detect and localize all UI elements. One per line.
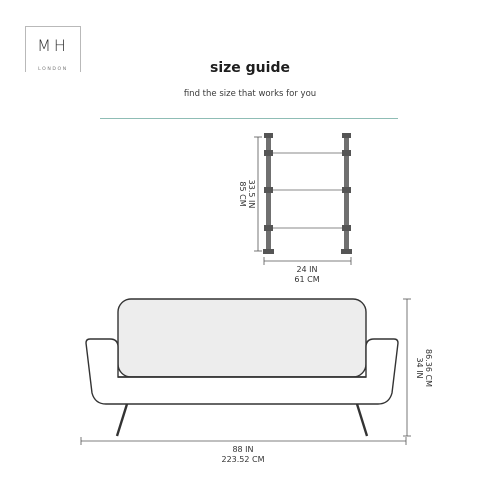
frame-width-dimension	[264, 257, 351, 284]
page-subtitle: find the size that works for you	[183, 89, 317, 99]
sofa-height-cm: 86.36 CM	[424, 349, 433, 387]
frame-joint	[264, 225, 273, 231]
frame-right-foot	[341, 249, 352, 254]
frame-joint	[342, 150, 351, 156]
frame-left-cap-top	[264, 133, 273, 138]
frame-joint	[342, 225, 351, 231]
sofa-width-in: 88 IN	[232, 445, 254, 454]
sofa-height-in: 34 IN	[415, 357, 424, 379]
sofa-illustration	[86, 299, 398, 436]
frame-height-in: 33.5 IN	[247, 179, 256, 209]
logo-monogram: MH	[37, 36, 69, 55]
frame-joint	[342, 187, 351, 193]
frame-height-dimension	[238, 137, 262, 251]
sofa-width-dimension	[81, 437, 406, 464]
frame-left-foot	[263, 249, 274, 254]
sofa-leg-left	[117, 404, 127, 436]
page-title: size guide	[210, 60, 290, 76]
frame-width-cm: 61 CM	[294, 275, 320, 284]
sofa-height-dimension	[403, 299, 433, 436]
frame-right-cap-top	[342, 133, 351, 138]
sofa-back-cushion	[118, 299, 366, 377]
frame-joint	[264, 187, 273, 193]
frame-joint	[264, 150, 273, 156]
sofa-width-cm: 223.52 CM	[221, 455, 265, 464]
sofa-leg-right	[357, 404, 367, 436]
logo-city: LONDON	[38, 67, 68, 72]
frame-illustration	[263, 133, 352, 254]
frame-width-in: 24 IN	[296, 265, 318, 274]
frame-height-cm: 85 CM	[238, 181, 247, 207]
